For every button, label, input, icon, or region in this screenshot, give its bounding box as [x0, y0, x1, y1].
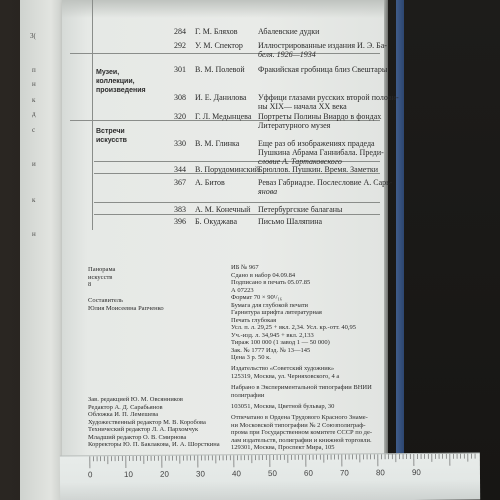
imprint-line: Гарнитура шрифта литературная [231, 309, 322, 316]
toc-page-number: 301 [174, 65, 186, 74]
imprint-line: Юлия Моисеевна Рапченко [88, 304, 164, 312]
toc-title-line: Иллюстрированные издания И. Э. Ба- [258, 41, 387, 50]
imprint-line: Уч.-изд. л. 34,945 + вкл. 2,133 [231, 331, 314, 339]
toc-author: А. Битов [195, 178, 225, 187]
ruler-number: 20 [159, 469, 169, 479]
section-heading-line: Музеи, [96, 69, 120, 76]
ruler-number: 50 [267, 468, 277, 479]
imprint-line: Художественный редактор М. В. Коробова [88, 418, 206, 426]
imprint-line: 8 [88, 281, 92, 288]
margin-mark: и [32, 160, 36, 168]
imprint-line: Цена 3 р. 50 к. [231, 354, 271, 361]
margin-mark: д [32, 110, 36, 118]
ruler-number: 80 [375, 468, 385, 478]
imprint-line: Зак. № 1777 Изд. № 13—145 [231, 346, 311, 354]
imprint-line: 125319, Москва, ул. Черняховского, 4 а [231, 372, 340, 380]
section-heading-meetings [96, 127, 127, 145]
imprint-line: ИБ № 967 [231, 264, 259, 271]
imprint-line: искусств [88, 273, 113, 281]
imprint-printer [231, 414, 372, 452]
toc-author: Г. М. Бляхов [195, 27, 238, 36]
toc-title-line: Брюллов. Пушкин. Время. Заметки [258, 165, 378, 174]
ruler-number: 30 [195, 469, 205, 479]
section-heading-museums [96, 68, 146, 95]
dark-background-right [388, 0, 500, 500]
toc-page-number: 330 [174, 139, 186, 148]
imprint-line: Усл. п. л. 29,25 + вкл. 2,34. Усл. кр.-отт. 40,95 [231, 324, 356, 331]
imprint-line: Подписано в печать 05.07.85 [231, 279, 311, 286]
imprint-line: Корректоры Ю. П. Баклакова, И. А. Шорсткина [88, 441, 220, 448]
toc-title-line: янова [258, 187, 278, 196]
margin-mark: 3( [30, 32, 36, 40]
imprint-typeset [231, 384, 372, 399]
ruler-shade [60, 480, 480, 500]
imprint-line: Бумага для глубокой печати [231, 301, 309, 309]
imprint-line: Составитель [88, 297, 123, 304]
imprint-book-title [88, 266, 115, 289]
imprint-line: Тираж 100 000 (1 завод 1 — 50 000) [231, 339, 330, 346]
margin-mark: к [32, 96, 36, 104]
toc-section-rule [70, 53, 380, 54]
imprint-line: Набрано в Экспериментальной типографии ВНИИ [231, 384, 372, 391]
toc-author: И. Е. Данилова [195, 93, 247, 102]
imprint-line: Технический редактор Л. А. Пархомчук [88, 426, 199, 433]
toc-page-number: 292 [174, 41, 186, 50]
toc-divider-line [92, 0, 93, 230]
toc-row-rule [94, 202, 380, 203]
imprint-line: 103051, Москва, Цветной бульвар, 30 [231, 403, 335, 410]
imprint-line: прома при Государственном комитете СССР по де- [231, 429, 372, 436]
imprint-line: Младший редактор О. В. Смирнова [88, 433, 187, 441]
imprint-line: Издательство «Советский художник» [231, 365, 335, 372]
toc-author: В. М. Глинка [195, 139, 240, 148]
imprint-line: 129301, Москва, Проспект Мира, 105 [231, 444, 335, 451]
previous-page-edge [20, 0, 64, 500]
toc-page-number: 344 [174, 165, 186, 174]
toc-author: Г. Л. Медынцева [195, 112, 252, 121]
ruler-number: 40 [231, 469, 241, 479]
toc-author: А. М. Конечный [195, 205, 251, 214]
toc-title-line: Письмо Шаляпина [258, 217, 323, 226]
toc-title-line: Портреты Полины Виардо в фондах [258, 112, 382, 121]
imprint-line: Панорама [88, 266, 116, 273]
toc-author: В. Порудоминский [195, 165, 260, 174]
toc-page-number: 396 [174, 217, 186, 226]
imprint-line: Зав. редакцией Ю. М. Овсянников [88, 396, 183, 403]
margin-mark: с [32, 126, 36, 134]
ruler-number: 60 [303, 468, 313, 478]
toc-title-line: беля. 1926—1934 [258, 50, 316, 59]
imprint-print-details [231, 264, 356, 362]
ruler-number: 70 [339, 468, 349, 478]
toc-author: Б. Окуджава [195, 217, 238, 226]
toc-title-line: Еще раз об изображениях прадеда [258, 139, 375, 148]
imprint-line: полиграфии [231, 391, 265, 399]
margin-mark: к [32, 196, 36, 204]
toc-page-number: 320 [174, 112, 186, 121]
toc-title-line: ны XIX— начала XX века [258, 102, 347, 111]
imprint-line: Отпечатано в Ордена Трудового Красного Знаме- [231, 414, 368, 421]
toc-row-rule [94, 214, 380, 215]
imprint-line: Сдано в набор 04.09.84 [231, 271, 296, 279]
toc-title-line: Абалевские дудки [258, 27, 320, 36]
section-heading-line: коллекции, [96, 78, 135, 85]
imprint-publisher [231, 365, 339, 380]
ruler-number: 0 [87, 470, 93, 480]
section-heading-line: произведения [96, 87, 146, 94]
imprint-line: ни Московской типографии № 2 Союзполиграф- [231, 421, 366, 429]
toc-title-line: словие А. Тартаковского [258, 157, 342, 166]
section-heading-line: Встречи [96, 128, 125, 135]
imprint-line: Формат 70 × 90¹/₁₆ [231, 294, 282, 301]
margin-mark: н [32, 230, 36, 238]
imprint-line: Печать глубокая [231, 316, 277, 324]
margin-mark: п [32, 66, 36, 74]
ruler [60, 453, 480, 500]
imprint-line: А 07223 [231, 286, 254, 294]
imprint-line: Обложка И. П. Лемешева [88, 411, 159, 418]
toc-page-number: 367 [174, 178, 186, 187]
ruler-number: 10 [123, 469, 133, 480]
toc-title-line: Петербургские балаганы [258, 205, 343, 214]
toc-page-number: 308 [174, 93, 186, 102]
toc-title-line: Реваз Габриадзе. Послесловие А. Сарь- [258, 178, 393, 187]
toc-author: У. М. Спектор [195, 41, 243, 50]
margin-mark: н [32, 80, 36, 88]
toc-page-number: 383 [174, 205, 186, 214]
toc-title-line: Уффици глазами русских второй полови- [258, 93, 399, 102]
imprint-staff [88, 396, 220, 449]
imprint-line: лам издательств, полиграфии и книжной торговли. [231, 436, 372, 444]
toc-title-line: Пушкина Абрама Ганнибала. Преди- [258, 148, 384, 157]
imprint-line: Редактор А. Д. Сарабьянов [88, 403, 163, 411]
section-heading-line: искусств [96, 137, 127, 144]
ruler-number: 90 [411, 467, 421, 478]
blue-cover-strip [396, 0, 404, 500]
toc-title-line: Литературного музея [258, 121, 331, 130]
imprint-press-address [231, 403, 334, 411]
toc-page-number: 284 [174, 27, 186, 36]
page-top-shadow [62, 0, 384, 18]
toc-author: В. М. Полевой [195, 65, 245, 74]
toc-title-line: Фракийская гробница близ Свештары [258, 65, 388, 74]
imprint-compiler [88, 297, 164, 312]
